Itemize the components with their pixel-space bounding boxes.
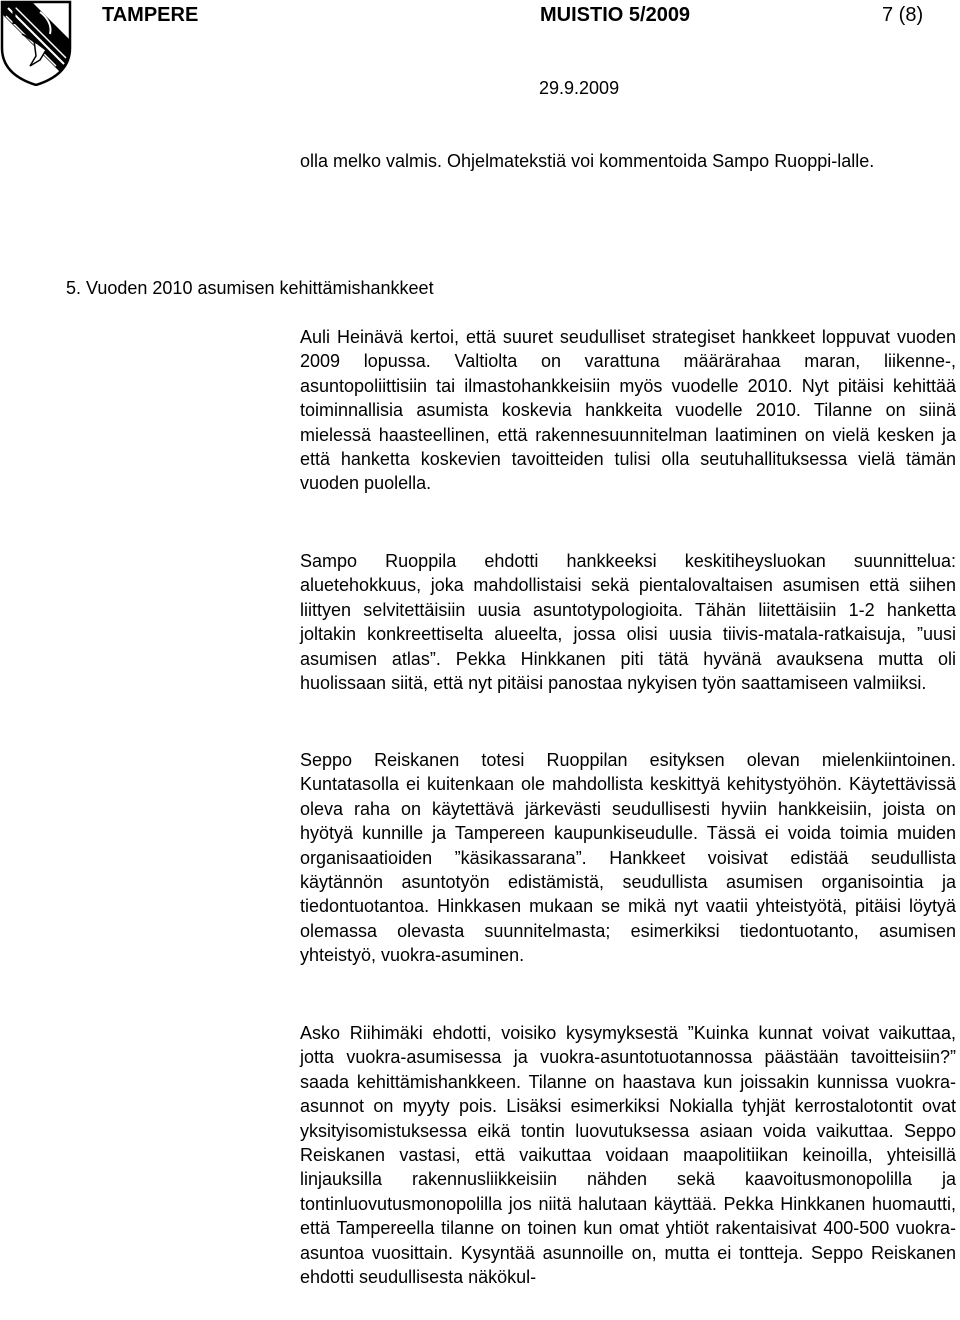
page-number: 7 (8) <box>882 4 924 26</box>
body-paragraph: Seppo Reiskanen totesi Ruoppilan esityksen olevan mielenkiintoinen. Kuntatasolla ei kuitenkaan ole mahdollista keskittyä kehitystyöhön. Käytettävissä oleva raha on käytettävä järkevästi seudullisesti hyviin hankkeisiin, joista on hyötyä kunnille ja Tampereen kaupunkiseudulle. Tässä ei voida toimia muiden organisaatioiden ”käsikassarana”. Hankkeet voisivat edistää seudullista käytännön asuntotyön edistämistä, seudullista asumisen organisointia ja tiedontuotantoa. Hinkkasen mukaan se mikä nyt vaatii yhteistyötä, pitäisi löytyä olemassa olevasta suunnitelmasta; esimerkiksi tiedontuotanto, asumisen yhteistyö, vuokra-asuminen. <box>300 750 956 966</box>
continuation-paragraph: olla melko valmis. Ohjelmatekstiä voi kommentoida Sampo Ruoppi-lalle. <box>300 151 875 171</box>
memo-title: MUISTIO 5/2009 <box>540 4 691 26</box>
body-paragraph: Auli Heinävä kertoi, että suuret seudulliset strategiset hankkeet loppuvat vuoden 2009 lopussa. Valtiolta on varattuna määrärahaa maran, liikenne-, asuntopoliittisiin tai ilmastohankkeisiin myös vuodelle 2010. Nyt pitäisi kehittää toiminnallisia asumista koskevia hankkeita vuodelle 2010. Tilanne on siinä mielessä haasteellinen, että rakennesuunnitelman laatiminen on vielä kesken ja että hanketta koskevien tavoitteiden tulisi olla seutuhallituksessa vielä tämän vuoden puolella. <box>300 327 956 494</box>
body-paragraph: Asko Riihimäki ehdotti, voisiko kysymyksestä ”Kuinka kunnat voivat vaikuttaa, jotta vuokra-asumisessa ja vuokra-asuntotuotannossa päästään tavoitteisiin?” saada kehittämishankkeen. Tilanne on haastava kun joissakin kunnissa vuokra-asunnot on myyty pois. Lisäksi esimerkiksi Nokialla tyhjät kerrostalotontit ovat yksityisomistuksessa eikä tontin luovutuksessa asiaan voida vaikuttaa. Seppo Reiskanen vastasi, että vaikuttaa voidaan maapolitiikan keinoilla, yhteisillä linjauksilla rakennusliikkeisiin nähden sekä kaavoitusmonopolilla ja tontinluovutusmonopolilla jos niitä halutaan käyttää. Pekka Hinkkanen huomautti, että Tampereella tilanne on toinen kun omat yhtiöt rakentaisivat 400-500 vuokra-asuntoa vuosittain. Kysyntää asunnoille on, mutta ei tontteja. Seppo Reiskanen ehdotti seudullisesta näkökul- <box>300 1023 956 1288</box>
section-heading: 5. Vuoden 2010 asumisen kehittämishankkeet <box>66 278 434 298</box>
organization-name: TAMPERE <box>102 4 199 26</box>
tampere-coat-of-arms-icon <box>0 0 72 86</box>
body-paragraph: Sampo Ruoppila ehdotti hankkeeksi keskitiheysluokan suunnittelua: aluetehokkuus, joka mahdollistaisi sekä pientalovaltaisen asumisen että siihen liittyen selvitettäisiin uusia asuntotypologioita. Tähän liitettäisiin 1-2 hanketta joltakin konkreettiselta alueelta, jossa olisi uusia tiivis-matala-ratkaisuja, ”uusi asumisen atlas”. Pekka Hinkkanen piti tätä hyvänä avauksena mutta oli huolissaan siitä, että nyt pitäisi panostaa nykyisen työn saattamiseen valmiiksi. <box>300 551 956 694</box>
memo-date: 29.9.2009 <box>539 78 620 98</box>
